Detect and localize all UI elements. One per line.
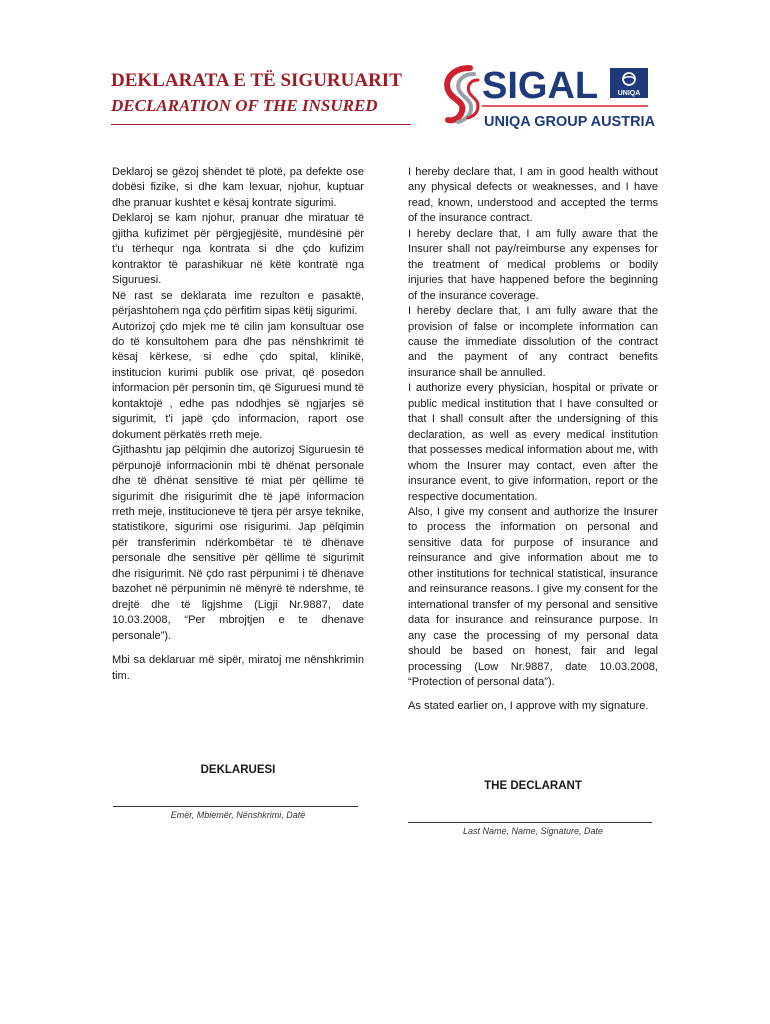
paragraph: Deklaroj se gëzoj shëndet të plotë, pa defekte ose dobësi fizike, si dhe kam lexuar, njohur, kuptuar dhe pranuar kushtet e kësaj kontrate sigurimi. bbox=[112, 166, 364, 209]
logo-brand-text: SIGAL bbox=[482, 65, 599, 107]
paragraph: Autorizoj çdo mjek me të cilin jam konsultuar ose do të konsultohem para dhe pas nënshkrimit të kësaj kërkese, si edhe çdo spital, klinikë, institucion kurimi publik ose privat, që posedon informacion për personin tim, që Siguruesi mund të kontaktojë , edhe pas ndodhjes së ngjarjes së sigurimit, t'i japë çdo informacion, raport ose dokument përkatës rreth meje. bbox=[112, 320, 364, 441]
uniqa-badge-text: UNIQA bbox=[617, 90, 641, 97]
paragraph: Also, I give my consent and authorize the Insurer to process the information on personal and sensitive data for purpose of insurance and reinsurance and give information about me to other institutions for technical statistical, insurance and reinsurance reasons. I give my consent for the international transfer of my personal and sensitive data for insurance and reinsurance purpose. In any case the processing of my personal data should be based on honest, fair and legal processing (Low Nr.9887, date 10.03.2008, “Protection of personal data”). bbox=[408, 505, 658, 688]
closing-statement: As stated earlier on, I approve with my signature. bbox=[408, 700, 649, 713]
paragraph: Deklaroj se kam njohur, pranuar dhe miratuar të gjitha kufizimet për përgjegjësitë, mundësinë për t'u tërhequr nga kontrata si dhe çdo kufizim kontraktor të parashikuar në këtë kontratë nga Siguruesi. bbox=[112, 212, 364, 287]
document-subtitle: DECLARATION OF THE INSURED bbox=[111, 96, 378, 115]
signature-caption-al: Emër, Mbiemër, Nënshkrimi, Datë bbox=[170, 810, 306, 820]
paragraph: Gjithashtu jap pëlqimin dhe autorizoj Siguruesin të përpunojë informacionin mbi të dhënat personale dhe të dhënat sensitive të miat për qëllime të sigurimit dhe risigurimit dhe të japë informacion rreth meje, institucioneve të tjera për arsye teknike, statistikore, sigurimi ose risigurimi. Jap pëlqimin për transferimin ndërkombëtar të të dhënave personale dhe sensitive për qëllime të sigurimit dhe risigurimit. Në çdo rast përpunimi i të dhënave bazohet në përpunimin në mënyrë të ndershme, të drejtë dhe të ligjshme (Ligji Nr.9887, date 10.03.2008, “Per mbrojtjen e te dhenave personale”). bbox=[112, 444, 364, 642]
signature-line-en[interactable] bbox=[408, 822, 652, 823]
logo-tagline: UNIQA GROUP AUSTRIA bbox=[484, 114, 656, 130]
declaration-albanian bbox=[112, 165, 364, 684]
document-title: DEKLARATA E TË SIGURUARIT bbox=[111, 70, 402, 91]
signature-line-al[interactable] bbox=[113, 806, 358, 807]
paragraph: Në rast se deklarata ime rezulton e pasaktë, përjashtohem nga çdo përfitim sipas këtij sigurimi. bbox=[112, 289, 364, 318]
signature-caption-en: Last Name, Name, Signature, Date bbox=[462, 826, 604, 836]
paragraph: I hereby declare that, I am in good health without any physical defects or weaknesses, and I have read, known, understood and accepted the terms of the insurance contract. bbox=[408, 166, 658, 225]
declarant-label-en: THE DECLARANT bbox=[484, 780, 582, 792]
closing-statement: Mbi sa deklaruar më sipër, miratoj me nënshkrimin tim. bbox=[112, 654, 364, 682]
sigal-uniqa-logo bbox=[440, 62, 660, 134]
paragraph: I authorize every physician, hospital or private or public medical institution that I have consulted or that I shall consult after the undersigning of this declaration, as well as every medical institution that possesses medical information about me, with whom the Insurer may contact, even after the insurance event, to give information, report or the respective documentation. bbox=[408, 382, 658, 503]
sigal-swirl-icon bbox=[447, 68, 478, 122]
paragraph: I hereby declare that, I am fully aware that the provision of false or incomplete information can cause the immediate dissolution of the contract and the payment of any contract benefits insurance shall be annulled. bbox=[408, 305, 658, 379]
declarant-label-al: DEKLARUESI bbox=[200, 764, 276, 776]
title-underline bbox=[111, 124, 411, 125]
paragraph: I hereby declare that, I am fully aware that the Insurer shall not pay/reimburse any expenses for the treatment of medical problems or bodily injuries that have happened before the beginning of the insurance coverage. bbox=[408, 227, 658, 302]
declaration-english bbox=[408, 165, 658, 715]
